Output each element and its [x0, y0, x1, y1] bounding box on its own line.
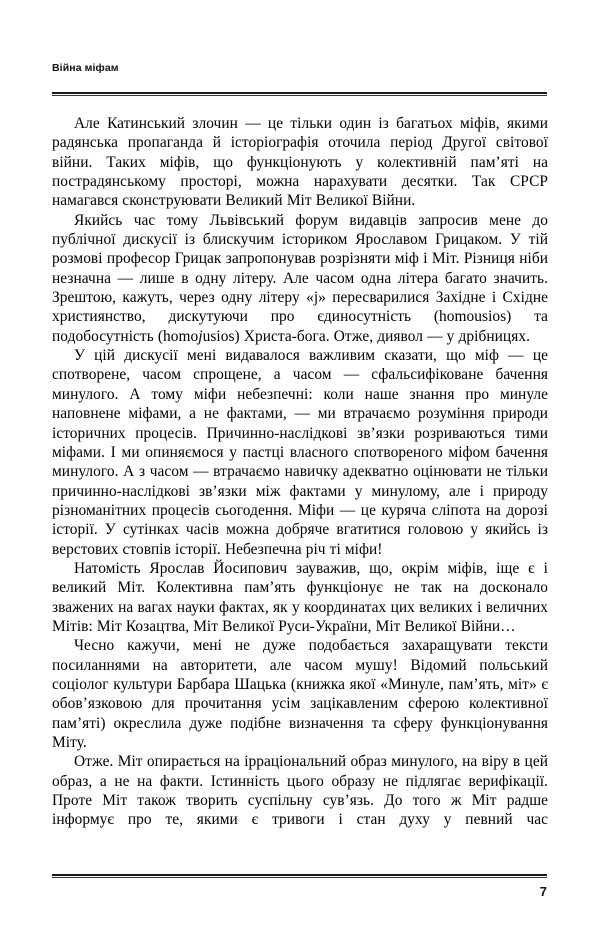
footer-rule-thin [52, 877, 547, 878]
paragraph-2 [52, 211, 548, 346]
paragraph-2-part-b: usios) Христа-бога. Отже, диявол — у дрібницях. [202, 327, 530, 345]
footer-rule [52, 874, 547, 878]
paragraph-1: Але Катинський злочин — це тільки один із багатьох міфів, якими радянська пропаганда й історіографія оточила період Другої світової війни. Таких міфів, що функціонують у колективній пам’яті на пострадянському просторі, можна нарахувати десятки. Так СРСР намагався сконструювати Великий Міт Великої Війни. [52, 115, 548, 210]
paragraph-5: Чесно кажучи, мені не дуже подобається захаращувати тексти посиланнями на авторитети, але часом мушу! Відомий польський соціолог культури Барбара Шацька (книжка якої «Минуле, пам’ять, міт» є обов’язковою для прочитання усім зацікавленим сферою колективної пам’яті) окреслила дуже подібне визначення та сферу функціонування Міту. [52, 637, 548, 751]
paragraph-6: Отже. Міт опирається на ірраціональний образ минулого, на віру в цей образ, а не на факти. Істинність цього образу не підлягає верифікації. Проте Міт також творить суспільну сув’язь. До того ж Міт радше інформує про те, якими є тривоги і стан духу у певний час [52, 753, 548, 829]
running-head [52, 62, 547, 75]
header-rule [52, 92, 547, 96]
paragraph-2-italic-letter: j [198, 327, 203, 345]
paragraph-2-part-a: Якийсь час тому Львівський форум видавців запросив мене до публічної дискусії із блискучим істориком Ярославом Грицаком. У тій розмові професор Грицак запропонував розрізняти міф і Міт. Різниця ніби незначна — лише в одну літеру. Але часом одна літера багато значить. Зрештою, кажуть, через одну літеру «j» пересварилися Західне і Східне християнство, дискутуючи про єдиносутність (homousios) та подобосутність (homo [52, 211, 548, 345]
running-head-title: Війна міфам [52, 62, 119, 74]
paragraph-3: У цій дискусії мені видавалося важливим сказати, що міф — це спотворене, часом спрощене, а часом — сфальсифіковане бачення минулого. А тому міфи небезпечні: коли наше знання про минуле наповнене міфами, а не фактами, — ми втрачаємо розуміння природи історичних процесів. Причинно-наслідкові зв’язки розриваються тими міфами. І ми опиняємося у пастці власного спотвореного міфом бачення минулого. А з часом — втрачаємо навичку адекватно оцінювати не тільки причинно-наслідкові зв’язки між фактами у минулому, але і природу різноманітних процесів сьогодення. Міфи — це куряча сліпота на дорозі історії. У сутінках часів можна добряче вгатитися головою у якийсь із верстових стовпів історії. Небезпечна річ ті міфи! [52, 347, 548, 558]
body-text-block [52, 114, 548, 830]
footer-rule-thick [52, 874, 547, 876]
page-number: 7 [539, 884, 547, 899]
header-rule-thick [52, 92, 547, 94]
header-rule-thin [52, 95, 547, 96]
paragraph-4: Натомість Ярослав Йосипович зауважив, що, окрім міфів, іще є і великий Міт. Колективна пам’ять функціонує не так на досконало зважених на вагах науки фактах, як у координатах цих великих і величних Мітів: Міт Козацтва, Міт Великої Руси-України, Міт Великої Війни… [52, 559, 548, 635]
